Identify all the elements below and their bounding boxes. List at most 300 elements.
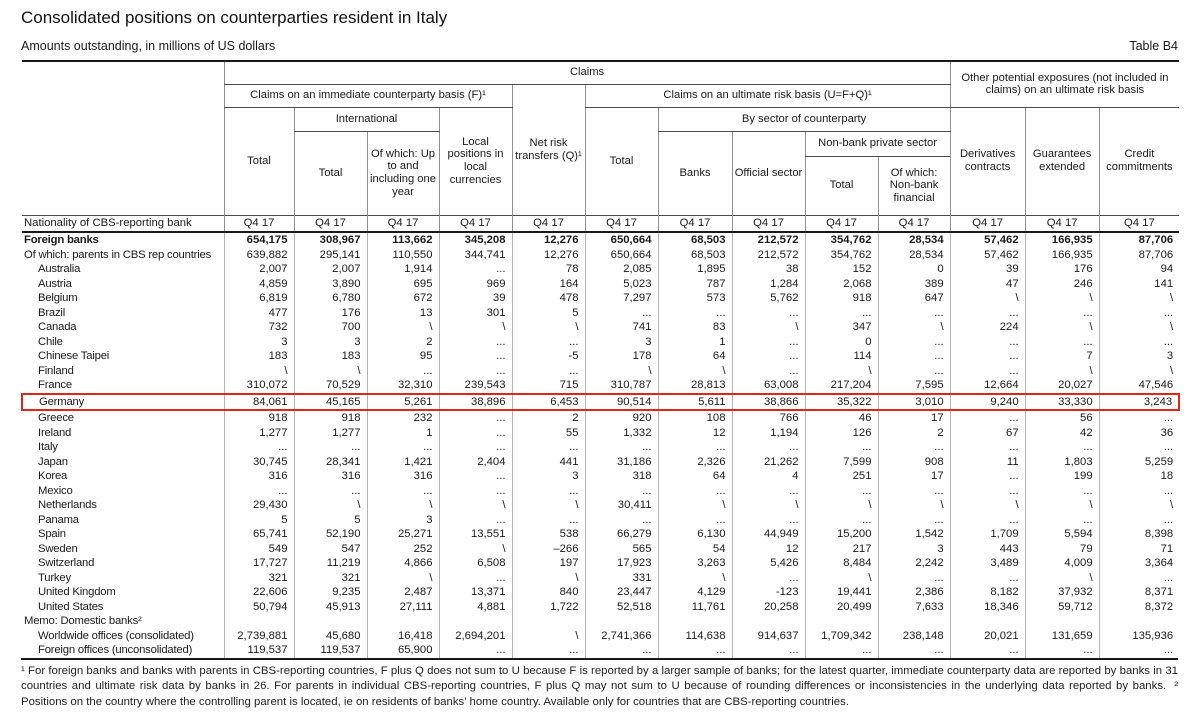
value-cell: ... xyxy=(512,364,585,379)
value-cell: 347 xyxy=(805,320,878,335)
table-row xyxy=(22,335,1179,350)
value-cell: 654,175 xyxy=(224,232,294,248)
value-cell: 12,276 xyxy=(512,232,585,248)
row-label: Italy xyxy=(38,441,58,453)
value-cell: \ xyxy=(439,542,512,557)
value-cell: \ xyxy=(1099,320,1179,335)
value-cell: ... xyxy=(1099,335,1179,350)
value-cell: 212,572 xyxy=(732,248,805,263)
value-cell: 35,322 xyxy=(805,394,878,411)
value-cell: 29,430 xyxy=(224,498,294,513)
value-cell: 650,664 xyxy=(585,248,658,263)
value-cell: 12 xyxy=(658,426,732,441)
value-cell: 1,895 xyxy=(658,262,732,277)
row-label: Memo: Domestic banks² xyxy=(24,615,142,627)
value-cell: ... xyxy=(1099,571,1179,586)
value-cell: ... xyxy=(367,484,439,499)
value-cell: 647 xyxy=(878,291,950,306)
header-guarantees: Guarantees extended xyxy=(1025,107,1099,215)
value-cell: ... xyxy=(732,643,805,658)
table-row xyxy=(22,277,1179,292)
value-cell: 38 xyxy=(732,262,805,277)
value-cell xyxy=(585,614,658,629)
value-cell: 18,346 xyxy=(950,600,1025,615)
value-cell: \ xyxy=(294,498,367,513)
value-cell: ... xyxy=(439,440,512,455)
value-cell: 28,534 xyxy=(878,248,950,263)
value-cell: ... xyxy=(1099,643,1179,658)
table-row xyxy=(22,614,1179,629)
value-cell: 316 xyxy=(367,469,439,484)
value-cell: ... xyxy=(512,440,585,455)
value-cell: \ xyxy=(658,498,732,513)
value-cell: 21,262 xyxy=(732,455,805,470)
table-row xyxy=(22,629,1179,644)
value-cell: ... xyxy=(439,426,512,441)
value-cell: 55 xyxy=(512,426,585,441)
value-cell: 6,130 xyxy=(658,527,732,542)
value-cell: 232 xyxy=(367,410,439,426)
value-cell: 301 xyxy=(439,306,512,321)
table-row xyxy=(22,585,1179,600)
table-row xyxy=(22,349,1179,364)
value-cell: 217 xyxy=(805,542,878,557)
value-cell: 3,263 xyxy=(658,556,732,571)
row-label: United Kingdom xyxy=(38,586,116,598)
table-row xyxy=(22,291,1179,306)
value-cell: 183 xyxy=(294,349,367,364)
period-cell: Q4 17 xyxy=(805,215,878,232)
value-cell: 23,447 xyxy=(585,585,658,600)
value-cell: 7 xyxy=(1025,349,1099,364)
value-cell: 6,780 xyxy=(294,291,367,306)
header-international-total: Total xyxy=(294,131,367,215)
value-cell: \ xyxy=(294,364,367,379)
row-label: Brazil xyxy=(38,306,66,319)
period-cell: Q4 17 xyxy=(950,215,1025,232)
value-cell: ... xyxy=(732,513,805,528)
value-cell: ... xyxy=(950,513,1025,528)
value-cell: 6,453 xyxy=(512,394,585,411)
period-cell: Q4 17 xyxy=(585,215,658,232)
row-label: Of which: parents in CBS rep countries xyxy=(24,248,212,261)
value-cell: 176 xyxy=(294,306,367,321)
value-cell: 36 xyxy=(1099,426,1179,441)
value-cell: 316 xyxy=(294,469,367,484)
value-cell: 52,518 xyxy=(585,600,658,615)
value-cell: 17,923 xyxy=(585,556,658,571)
value-cell: 47 xyxy=(950,277,1025,292)
table-row xyxy=(22,498,1179,513)
value-cell: \ xyxy=(1025,571,1099,586)
value-cell: \ xyxy=(805,498,878,513)
header-international-short-term: Of which: Up to and including one year xyxy=(367,131,439,215)
value-cell: ... xyxy=(1025,440,1099,455)
row-label: Switzerland xyxy=(38,557,95,569)
footnote-1: ¹ For foreign banks and banks with parents in CBS-reporting countries, F plus Q does not sum to U because F is reported by a larger sample of banks; for the latest quarter, immediate counterparty data are reported by banks in 31 countries and ultimate risk data by banks in 26. For parents in individual CBS-reporting countries, F plus Q may not sum to U because of rounding differences or inconsistencies in the underlying data reported by banks. xyxy=(21,664,1178,693)
value-cell: 5 xyxy=(294,513,367,528)
value-cell: 7,297 xyxy=(585,291,658,306)
value-cell: 27,111 xyxy=(367,600,439,615)
value-cell: 57,462 xyxy=(950,232,1025,248)
value-cell: 2 xyxy=(878,426,950,441)
value-cell: 12,664 xyxy=(950,378,1025,394)
value-cell: 54 xyxy=(658,542,732,557)
table-subtitle: Amounts outstanding, in millions of US dollars xyxy=(21,39,276,53)
value-cell: 2,487 xyxy=(367,585,439,600)
value-cell: ... xyxy=(950,410,1025,426)
value-cell: 1,194 xyxy=(732,426,805,441)
value-cell: 5,259 xyxy=(1099,455,1179,470)
value-cell: 90,514 xyxy=(585,394,658,411)
value-cell: ... xyxy=(367,364,439,379)
value-cell: 345,208 xyxy=(439,232,512,248)
value-cell xyxy=(732,614,805,629)
header-official-sector: Official sector xyxy=(732,131,805,215)
value-cell: 1,332 xyxy=(585,426,658,441)
table-row xyxy=(22,426,1179,441)
value-cell: 331 xyxy=(585,571,658,586)
value-cell: 2,242 xyxy=(878,556,950,571)
value-cell: ... xyxy=(512,484,585,499)
value-cell: 918 xyxy=(294,410,367,426)
value-cell: \ xyxy=(950,291,1025,306)
value-cell: 65,741 xyxy=(224,527,294,542)
value-cell: 4,881 xyxy=(439,600,512,615)
value-cell: ... xyxy=(1099,306,1179,321)
value-cell: -5 xyxy=(512,349,585,364)
value-cell: 316 xyxy=(224,469,294,484)
value-cell: 1,542 xyxy=(878,527,950,542)
table-row-highlighted xyxy=(22,394,1179,411)
value-cell: ... xyxy=(950,469,1025,484)
value-cell: ... xyxy=(439,349,512,364)
value-cell: ... xyxy=(294,484,367,499)
row-label: Ireland xyxy=(38,426,72,439)
value-cell: 4 xyxy=(732,469,805,484)
value-cell: ... xyxy=(585,306,658,321)
row-label: Australia xyxy=(38,263,81,275)
value-cell: 2,739,881 xyxy=(224,629,294,644)
value-cell: 3 xyxy=(1099,349,1179,364)
table-row xyxy=(22,410,1179,426)
value-cell: 2,068 xyxy=(805,277,878,292)
value-cell: ... xyxy=(658,440,732,455)
value-cell: 1 xyxy=(658,335,732,350)
value-cell: 2,326 xyxy=(658,455,732,470)
value-cell: 1 xyxy=(367,426,439,441)
header-international-group: International xyxy=(294,107,439,131)
value-cell: \ xyxy=(878,320,950,335)
value-cell: ... xyxy=(1099,440,1179,455)
value-cell: 83 xyxy=(658,320,732,335)
value-cell: 178 xyxy=(585,349,658,364)
value-cell: 39 xyxy=(439,291,512,306)
value-cell xyxy=(658,614,732,629)
value-cell: ... xyxy=(439,484,512,499)
value-cell: 3,364 xyxy=(1099,556,1179,571)
value-cell: 13 xyxy=(367,306,439,321)
value-cell xyxy=(367,614,439,629)
value-cell: \ xyxy=(1025,291,1099,306)
value-cell: 354,762 xyxy=(805,232,878,248)
value-cell: 0 xyxy=(805,335,878,350)
value-cell: 918 xyxy=(224,410,294,426)
value-cell: ... xyxy=(950,335,1025,350)
value-cell: 45,913 xyxy=(294,600,367,615)
value-cell: 20,021 xyxy=(950,629,1025,644)
value-cell xyxy=(1025,614,1099,629)
value-cell: 164 xyxy=(512,277,585,292)
row-label: France xyxy=(38,379,72,391)
value-cell: 12,276 xyxy=(512,248,585,263)
value-cell: ... xyxy=(805,306,878,321)
value-cell: 1,284 xyxy=(732,277,805,292)
value-cell: 3,243 xyxy=(1099,394,1179,411)
value-cell: 11 xyxy=(950,455,1025,470)
table-header xyxy=(22,61,1179,232)
value-cell: 310,787 xyxy=(585,378,658,394)
value-cell: 199 xyxy=(1025,469,1099,484)
value-cell xyxy=(950,614,1025,629)
header-derivatives: Derivatives contracts xyxy=(950,107,1025,215)
value-cell: 113,662 xyxy=(367,232,439,248)
value-cell: 318 xyxy=(585,469,658,484)
value-cell: 20,258 xyxy=(732,600,805,615)
table-row xyxy=(22,320,1179,335)
value-cell: 310,072 xyxy=(224,378,294,394)
table-row xyxy=(22,378,1179,394)
subtitle-row xyxy=(21,39,1178,53)
header-non-bank-financial: Of which: Non-bank financial xyxy=(878,156,950,215)
value-cell: \ xyxy=(1025,364,1099,379)
value-cell: 212,572 xyxy=(732,232,805,248)
value-cell: \ xyxy=(1025,320,1099,335)
row-label: Mexico xyxy=(38,484,73,497)
value-cell: 4,009 xyxy=(1025,556,1099,571)
value-cell: ... xyxy=(732,440,805,455)
value-cell: ... xyxy=(1025,335,1099,350)
value-cell: ... xyxy=(224,440,294,455)
value-cell: 308,967 xyxy=(294,232,367,248)
value-cell: ... xyxy=(878,571,950,586)
value-cell: ... xyxy=(1099,513,1179,528)
value-cell: 547 xyxy=(294,542,367,557)
footnotes xyxy=(21,658,1178,711)
period-cell: Q4 17 xyxy=(1025,215,1099,232)
header-local-positions: Local positions in local currencies xyxy=(439,107,512,215)
value-cell: ... xyxy=(878,349,950,364)
value-cell: ... xyxy=(1025,513,1099,528)
value-cell: 13,551 xyxy=(439,527,512,542)
value-cell: 8,398 xyxy=(1099,527,1179,542)
row-label: Austria xyxy=(38,277,72,290)
value-cell: 50,794 xyxy=(224,600,294,615)
value-cell: 42 xyxy=(1025,426,1099,441)
value-cell: 3,489 xyxy=(950,556,1025,571)
header-credit-commitments: Credit commitments xyxy=(1099,107,1179,215)
value-cell: ... xyxy=(1025,306,1099,321)
value-cell: 7,595 xyxy=(878,378,950,394)
header-banks: Banks xyxy=(658,131,732,215)
value-cell: 68,503 xyxy=(658,232,732,248)
value-cell: 3 xyxy=(367,513,439,528)
table-row xyxy=(22,306,1179,321)
table-row xyxy=(22,513,1179,528)
value-cell: ... xyxy=(805,643,878,658)
value-cell: 9,235 xyxy=(294,585,367,600)
value-cell: ... xyxy=(1025,484,1099,499)
value-cell: 1,709,342 xyxy=(805,629,878,644)
value-cell: 224 xyxy=(950,320,1025,335)
value-cell: ... xyxy=(585,643,658,658)
value-cell: 87,706 xyxy=(1099,232,1179,248)
value-cell: 25,271 xyxy=(367,527,439,542)
value-cell: ... xyxy=(732,484,805,499)
table-row xyxy=(22,232,1179,248)
value-cell: 47,546 xyxy=(1099,378,1179,394)
period-cell: Q4 17 xyxy=(439,215,512,232)
value-cell: 3 xyxy=(294,335,367,350)
value-cell: 28,813 xyxy=(658,378,732,394)
value-cell: \ xyxy=(224,364,294,379)
value-cell: ... xyxy=(439,364,512,379)
value-cell: 7,633 xyxy=(878,600,950,615)
value-cell: 787 xyxy=(658,277,732,292)
row-label: Chinese Taipei xyxy=(38,350,110,362)
row-label: Turkey xyxy=(38,571,71,584)
value-cell: ... xyxy=(878,335,950,350)
value-cell: 67 xyxy=(950,426,1025,441)
period-cell: Q4 17 xyxy=(367,215,439,232)
value-cell: 19,441 xyxy=(805,585,878,600)
value-cell: ... xyxy=(512,335,585,350)
value-cell: 110,550 xyxy=(367,248,439,263)
row-label: Canada xyxy=(38,321,77,333)
row-label: Japan xyxy=(38,455,68,468)
value-cell: 239,543 xyxy=(439,378,512,394)
value-cell: \ xyxy=(585,364,658,379)
header-non-bank-private-group: Non-bank private sector xyxy=(805,131,950,156)
value-cell: 700 xyxy=(294,320,367,335)
value-cell: 30,411 xyxy=(585,498,658,513)
value-cell: ... xyxy=(878,484,950,499)
table-row xyxy=(22,364,1179,379)
nationality-label: Nationality of CBS-reporting bank xyxy=(22,215,224,232)
value-cell xyxy=(439,614,512,629)
value-cell: 920 xyxy=(585,410,658,426)
row-label: Foreign banks xyxy=(24,234,99,246)
row-label: Finland xyxy=(38,364,74,377)
value-cell: \ xyxy=(367,498,439,513)
value-cell: ... xyxy=(805,440,878,455)
value-cell: 918 xyxy=(805,291,878,306)
value-cell: 1,277 xyxy=(294,426,367,441)
value-cell: 441 xyxy=(512,455,585,470)
value-cell: ... xyxy=(224,484,294,499)
value-cell: 16,418 xyxy=(367,629,439,644)
value-cell: 321 xyxy=(294,571,367,586)
value-cell: 95 xyxy=(367,349,439,364)
period-cell: Q4 17 xyxy=(878,215,950,232)
period-cell: Q4 17 xyxy=(732,215,805,232)
value-cell: ... xyxy=(950,571,1025,586)
value-cell: 38,896 xyxy=(439,394,512,411)
value-cell: 295,141 xyxy=(294,248,367,263)
value-cell: 20,027 xyxy=(1025,378,1099,394)
value-cell: ... xyxy=(439,410,512,426)
value-cell: 549 xyxy=(224,542,294,557)
value-cell: 478 xyxy=(512,291,585,306)
value-cell: 176 xyxy=(1025,262,1099,277)
value-cell: 217,204 xyxy=(805,378,878,394)
value-cell: ... xyxy=(512,643,585,658)
value-cell: 252 xyxy=(367,542,439,557)
value-cell: 2,007 xyxy=(294,262,367,277)
value-cell: ... xyxy=(512,513,585,528)
value-cell: 79 xyxy=(1025,542,1099,557)
value-cell: \ xyxy=(950,498,1025,513)
value-cell: ... xyxy=(878,643,950,658)
value-cell: 4,859 xyxy=(224,277,294,292)
value-cell: \ xyxy=(512,498,585,513)
value-cell: \ xyxy=(512,629,585,644)
row-label: Korea xyxy=(38,470,68,482)
value-cell: ... xyxy=(439,262,512,277)
value-cell: 908 xyxy=(878,455,950,470)
value-cell: \ xyxy=(367,320,439,335)
value-cell: 70,529 xyxy=(294,378,367,394)
header-other-exposures-group: Other potential exposures (not included in claims) on an ultimate risk basis xyxy=(950,61,1179,107)
value-cell: \ xyxy=(512,320,585,335)
table-body xyxy=(22,232,1179,658)
value-cell: 46 xyxy=(805,410,878,426)
value-cell: 8,372 xyxy=(1099,600,1179,615)
table-row xyxy=(22,556,1179,571)
value-cell: 1,709 xyxy=(950,527,1025,542)
value-cell: 114 xyxy=(805,349,878,364)
value-cell: ... xyxy=(950,440,1025,455)
value-cell: 766 xyxy=(732,410,805,426)
value-cell: 914,637 xyxy=(732,629,805,644)
value-cell: ... xyxy=(878,306,950,321)
value-cell: ... xyxy=(439,643,512,658)
value-cell: 344,741 xyxy=(439,248,512,263)
value-cell: 18 xyxy=(1099,469,1179,484)
value-cell: 68,503 xyxy=(658,248,732,263)
value-cell: 44,949 xyxy=(732,527,805,542)
value-cell: 5,023 xyxy=(585,277,658,292)
value-cell: ... xyxy=(439,571,512,586)
value-cell: ... xyxy=(585,484,658,499)
value-cell: 126 xyxy=(805,426,878,441)
value-cell: 5,426 xyxy=(732,556,805,571)
value-cell: 2,404 xyxy=(439,455,512,470)
header-immediate-group: Claims on an immediate counterparty basis (F)¹ xyxy=(224,84,512,107)
period-cell: Q4 17 xyxy=(224,215,294,232)
value-cell: 197 xyxy=(512,556,585,571)
value-cell: ... xyxy=(732,364,805,379)
value-cell: 15,200 xyxy=(805,527,878,542)
value-cell: ... xyxy=(878,364,950,379)
value-cell: 38,866 xyxy=(732,394,805,411)
value-cell: 2,085 xyxy=(585,262,658,277)
value-cell: 11,219 xyxy=(294,556,367,571)
value-cell: 2,386 xyxy=(878,585,950,600)
value-cell: 183 xyxy=(224,349,294,364)
value-cell: 969 xyxy=(439,277,512,292)
value-cell: 152 xyxy=(805,262,878,277)
